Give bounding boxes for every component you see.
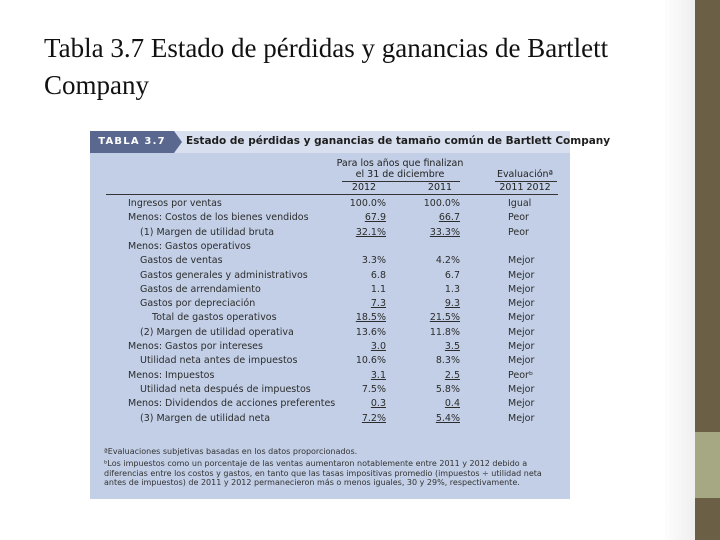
- evaluation: Igual: [508, 198, 532, 209]
- row-label: (3) Margen de utilidad neta: [140, 412, 271, 424]
- value-2011: 6.7: [444, 269, 460, 281]
- table-row: [90, 269, 570, 283]
- table-row: [90, 412, 570, 426]
- value-2011: 100.0%: [423, 198, 460, 209]
- table-row: [90, 297, 570, 311]
- value-2012: 7.3: [370, 298, 386, 310]
- side-accent-bar-olive: [695, 432, 720, 498]
- table-row: [90, 326, 570, 340]
- table-row: [90, 354, 570, 368]
- row-label: Gastos de ventas: [140, 255, 223, 267]
- table-row: [90, 226, 570, 240]
- slide-title: Tabla 3.7 Estado de pérdidas y ganancias de Bartlett Company: [44, 33, 609, 100]
- row-label: Gastos de arrendamiento: [140, 283, 261, 295]
- value-2012: 67.9: [364, 212, 386, 224]
- value-2012: 100.0%: [349, 198, 386, 209]
- value-2011: 4.2%: [435, 255, 460, 267]
- value-2012: 7.2%: [361, 412, 386, 424]
- value-2011: 1.3: [444, 283, 460, 295]
- value-2011: 8.3%: [435, 355, 460, 367]
- evaluation: Mejor: [508, 312, 535, 324]
- value-2011: 5.8%: [435, 383, 460, 395]
- evaluation: Mejor: [508, 412, 535, 424]
- value-2012: 1.1: [370, 283, 386, 295]
- value-2012: 13.6%: [355, 326, 386, 338]
- evaluation: Mejor: [508, 298, 535, 310]
- income-statement-table: [90, 131, 611, 499]
- row-label: Menos: Gastos por intereses: [128, 341, 263, 352]
- table-row: [90, 383, 570, 397]
- value-2012: 7.5%: [361, 383, 386, 395]
- row-label: Menos: Gastos operativos: [128, 240, 251, 252]
- table-row: [90, 240, 570, 254]
- value-2011: 0.4: [444, 398, 460, 410]
- value-2012: 0.3: [370, 398, 386, 410]
- value-2012: 18.5%: [355, 312, 386, 324]
- value-2011: 9.3: [444, 298, 460, 310]
- value-2011: 21.5%: [429, 312, 460, 324]
- table-row: [90, 397, 570, 411]
- value-2012: 6.8: [370, 269, 386, 281]
- side-accent-bar-bottom: [695, 498, 720, 540]
- evaluation: Mejor: [508, 326, 535, 338]
- value-2011: 2.5: [444, 369, 460, 381]
- table-row: [90, 283, 570, 297]
- value-2011: 5.4%: [435, 412, 460, 424]
- row-label: Utilidad neta antes de impuestos: [140, 355, 298, 367]
- header-bottom-rule: [106, 194, 558, 195]
- footnote-a: ªEvaluaciones subjetivas basadas en los datos proporcionados.: [104, 447, 358, 456]
- value-2012: 3.0: [370, 341, 386, 352]
- value-2011: 66.7: [438, 212, 460, 224]
- value-2012: 10.6%: [355, 355, 386, 367]
- table-caption: Estado de pérdidas y ganancias de tamaño común de Bartlett Company: [186, 135, 611, 147]
- period-header-line1: Para los años que finalizan: [336, 158, 464, 169]
- evaluation: Mejor: [508, 255, 535, 267]
- value-2012: 3.3%: [361, 255, 386, 267]
- year-2011-header: 2011: [427, 182, 453, 193]
- evaluation: Mejor: [508, 341, 535, 352]
- value-2012: 3.1: [370, 369, 386, 381]
- table-tag-arrow: [174, 131, 182, 153]
- evaluation: Peorᵇ: [508, 369, 534, 381]
- evaluation: Mejor: [508, 283, 535, 295]
- row-label: Utilidad neta después de impuestos: [140, 383, 311, 395]
- row-label: Total de gastos operativos: [152, 312, 277, 324]
- row-label: Menos: Dividendos de acciones preferentes: [128, 398, 336, 410]
- table-tag: TABLA 3.7: [90, 131, 174, 153]
- table-row: [90, 197, 570, 211]
- table-row: [90, 254, 570, 268]
- evaluation: Peor: [508, 212, 529, 224]
- evaluation: Mejor: [508, 398, 535, 410]
- table-row: [90, 311, 570, 325]
- evaluation: Mejor: [508, 269, 535, 281]
- value-2011: 3.5: [444, 341, 460, 352]
- period-header-line2: el 31 de diciembre: [355, 169, 445, 180]
- row-label: (1) Margen de utilidad bruta: [140, 226, 275, 238]
- evaluation: Peor: [508, 226, 529, 238]
- evaluation: Mejor: [508, 355, 535, 367]
- table-row: [90, 369, 570, 383]
- value-2012: 32.1%: [355, 226, 386, 238]
- row-label: Gastos por depreciación: [140, 298, 256, 310]
- evaluation-years-header: 2011 2012: [499, 182, 551, 193]
- row-label: (2) Margen de utilidad operativa: [140, 326, 294, 338]
- evaluation: Mejor: [508, 383, 535, 395]
- row-label: Menos: Impuestos: [128, 369, 215, 381]
- value-2011: 33.3%: [429, 226, 460, 238]
- table-row: [90, 211, 570, 225]
- row-label: Gastos generales y administrativos: [140, 269, 308, 281]
- table-row: [90, 340, 570, 354]
- year-2012-header: 2012: [351, 182, 377, 193]
- table-header-band: [90, 131, 611, 153]
- evaluation-header: Evaluaciónª: [496, 169, 554, 180]
- row-label: Ingresos por ventas: [128, 198, 222, 209]
- footnote-b: ᵇLos impuestos como un porcentaje de las ventas aumentaron notablemente entre 2011 y 2012 debido a diferencias entre los costos y gastos, en tanto que las tasas impositivas promedio (impuestos ÷ utilidad neta antes de impuestos) de 2011 y 2012 permanecieron más o menos iguales, 30 y 29%, respectivamente.: [104, 459, 542, 487]
- value-2011: 11.8%: [429, 326, 460, 338]
- row-label: Menos: Costos de los bienes vendidos: [128, 212, 309, 224]
